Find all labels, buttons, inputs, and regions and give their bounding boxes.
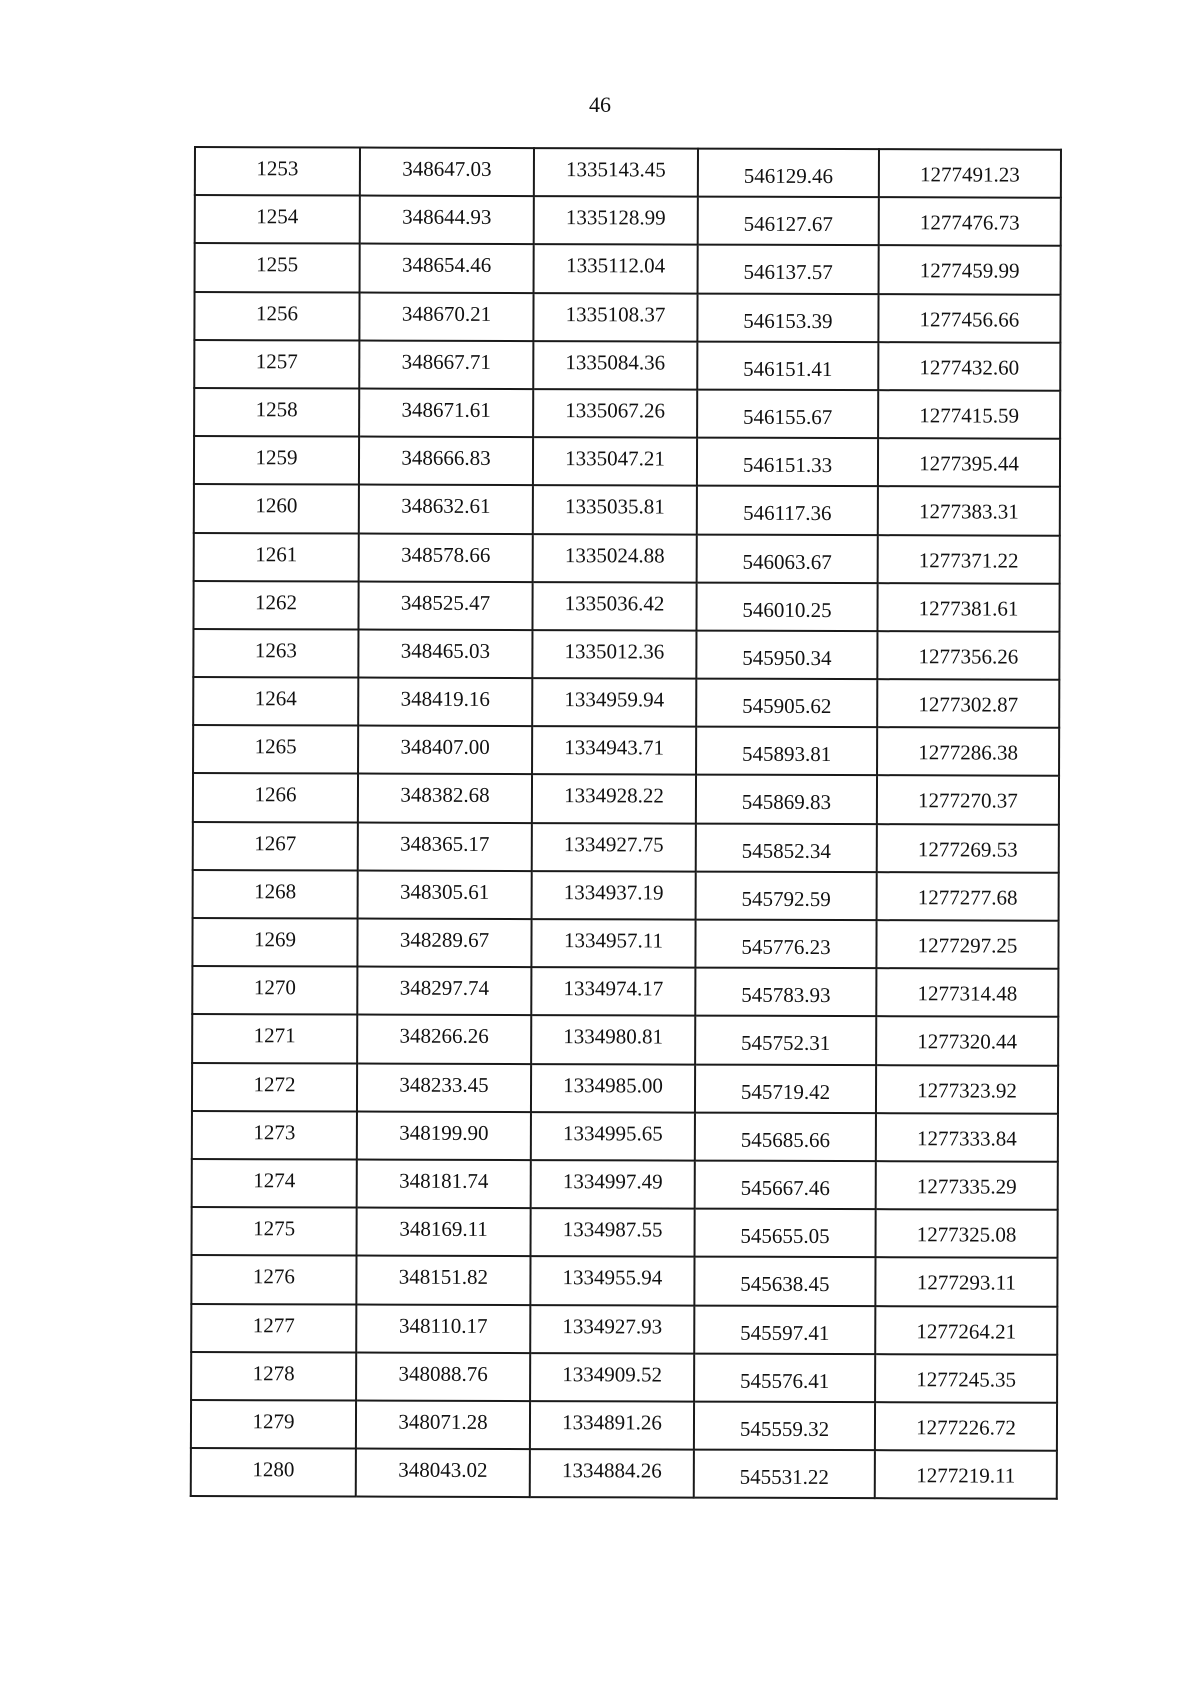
y-coordinate-cell: 1334884.26 (530, 1449, 694, 1498)
y-coordinate-cell: 1334987.55 (531, 1208, 695, 1257)
y-coordinate-cell: 1334997.49 (531, 1160, 695, 1209)
x-coordinate-cell: 348667.71 (359, 340, 533, 389)
y2-coordinate-cell: 1277302.87 (877, 679, 1059, 728)
y2-coordinate-cell: 1277264.21 (875, 1306, 1057, 1355)
x-coordinate-cell: 348289.67 (357, 919, 531, 968)
x-coordinate-cell: 348578.66 (359, 533, 533, 582)
x-coordinate-cell: 348382.68 (358, 774, 532, 823)
y-coordinate-cell: 1335036.42 (532, 582, 696, 631)
point-number-cell: 1255 (195, 243, 360, 292)
table-row (193, 677, 1059, 728)
y2-coordinate-cell: 1277381.61 (877, 583, 1059, 632)
y2-coordinate-cell: 1277432.60 (878, 342, 1060, 391)
x-coordinate-cell: 348647.03 (360, 148, 534, 197)
point-number-cell: 1266 (193, 773, 358, 822)
x2-coordinate-cell: 546155.67 (697, 390, 878, 439)
x-coordinate-cell: 348654.46 (360, 244, 534, 293)
y2-coordinate-cell: 1277293.11 (875, 1257, 1057, 1306)
y2-coordinate-cell: 1277226.72 (875, 1402, 1057, 1451)
x-coordinate-cell: 348365.17 (358, 822, 532, 871)
x2-coordinate-cell: 545852.34 (696, 823, 877, 872)
point-number-cell: 1270 (192, 966, 357, 1015)
point-number-cell: 1269 (192, 918, 357, 967)
point-number-cell: 1257 (194, 340, 359, 389)
y-coordinate-cell: 1334980.81 (531, 1015, 695, 1064)
x-coordinate-cell: 348671.61 (359, 388, 533, 437)
point-number-cell: 1280 (191, 1448, 356, 1497)
x2-coordinate-cell: 545783.93 (695, 968, 876, 1017)
y2-coordinate-cell: 1277277.68 (877, 872, 1059, 921)
x-coordinate-cell: 348305.61 (358, 870, 532, 919)
y-coordinate-cell: 1334927.75 (532, 823, 696, 872)
y-coordinate-cell: 1335035.81 (533, 485, 697, 534)
x2-coordinate-cell: 546127.67 (698, 197, 879, 246)
page-number: 46 (589, 92, 611, 117)
x2-coordinate-cell: 546010.25 (696, 582, 877, 631)
table-row (191, 1400, 1057, 1451)
x2-coordinate-cell: 545531.22 (694, 1450, 875, 1499)
table-row (194, 484, 1060, 535)
table-row (195, 147, 1061, 198)
y-coordinate-cell: 1335112.04 (534, 244, 698, 293)
table-row (193, 773, 1059, 824)
y-coordinate-cell: 1335143.45 (534, 148, 698, 197)
table-row (194, 340, 1060, 391)
table-row (193, 870, 1059, 921)
y2-coordinate-cell: 1277333.84 (876, 1113, 1058, 1162)
y-coordinate-cell: 1334985.00 (531, 1064, 695, 1113)
y2-coordinate-cell: 1277356.26 (877, 631, 1059, 680)
y2-coordinate-cell: 1277323.92 (876, 1065, 1058, 1114)
table-row (192, 966, 1058, 1017)
y-coordinate-cell: 1334891.26 (530, 1401, 694, 1450)
point-number-cell: 1268 (193, 870, 358, 919)
y-coordinate-cell: 1334955.94 (530, 1256, 694, 1305)
x-coordinate-cell: 348407.00 (358, 726, 532, 775)
x2-coordinate-cell: 546151.33 (697, 438, 878, 487)
table-row (193, 725, 1059, 776)
x2-coordinate-cell: 545792.59 (696, 871, 877, 920)
y-coordinate-cell: 1335084.36 (533, 341, 697, 390)
point-number-cell: 1263 (193, 629, 358, 678)
x2-coordinate-cell: 545776.23 (695, 920, 876, 969)
x2-coordinate-cell: 545719.42 (695, 1064, 876, 1113)
table-row (192, 1111, 1058, 1162)
point-number-cell: 1258 (194, 388, 359, 437)
table-row (192, 918, 1058, 969)
x-coordinate-cell: 348088.76 (356, 1352, 530, 1401)
y2-coordinate-cell: 1277383.31 (878, 486, 1060, 535)
point-number-cell: 1260 (194, 484, 359, 533)
y2-coordinate-cell: 1277219.11 (875, 1450, 1057, 1499)
table-row (192, 1063, 1058, 1114)
x-coordinate-cell: 348110.17 (356, 1304, 530, 1353)
point-number-cell: 1279 (191, 1400, 356, 1449)
x2-coordinate-cell: 546063.67 (697, 534, 878, 583)
x-coordinate-cell: 348525.47 (358, 581, 532, 630)
point-number-cell: 1259 (194, 436, 359, 485)
point-number-cell: 1277 (191, 1303, 356, 1352)
point-number-cell: 1264 (193, 677, 358, 726)
point-number-cell: 1274 (192, 1159, 357, 1208)
y2-coordinate-cell: 1277286.38 (877, 727, 1059, 776)
table-row (194, 292, 1060, 343)
table-row (191, 1303, 1057, 1354)
x2-coordinate-cell: 546129.46 (698, 149, 879, 198)
y-coordinate-cell: 1335024.88 (533, 534, 697, 583)
table-row (191, 1352, 1057, 1403)
table-row (192, 1207, 1058, 1258)
point-number-cell: 1273 (192, 1111, 357, 1160)
y2-coordinate-cell: 1277371.22 (878, 535, 1060, 584)
x-coordinate-cell: 348169.11 (357, 1208, 531, 1257)
x-coordinate-cell: 348199.90 (357, 1111, 531, 1160)
y2-coordinate-cell: 1277325.08 (876, 1209, 1058, 1258)
x-coordinate-cell: 348181.74 (357, 1159, 531, 1208)
point-number-cell: 1271 (192, 1014, 357, 1063)
x-coordinate-cell: 348632.61 (359, 485, 533, 534)
point-number-cell: 1267 (193, 822, 358, 871)
table-row (194, 533, 1060, 584)
point-number-cell: 1262 (193, 581, 358, 630)
x-coordinate-cell: 348465.03 (358, 629, 532, 678)
table-row (193, 581, 1059, 632)
y2-coordinate-cell: 1277297.25 (876, 920, 1058, 969)
x2-coordinate-cell: 546137.57 (698, 245, 879, 294)
x2-coordinate-cell: 545576.41 (694, 1353, 875, 1402)
point-number-cell: 1261 (194, 533, 359, 582)
y-coordinate-cell: 1335108.37 (533, 293, 697, 342)
x-coordinate-cell: 348666.83 (359, 437, 533, 486)
y2-coordinate-cell: 1277245.35 (875, 1354, 1057, 1403)
x-coordinate-cell: 348670.21 (359, 292, 533, 341)
y2-coordinate-cell: 1277456.66 (878, 294, 1060, 343)
point-number-cell: 1256 (194, 292, 359, 341)
y2-coordinate-cell: 1277395.44 (878, 438, 1060, 487)
coordinate-table (190, 146, 1062, 1500)
table-row (195, 195, 1061, 246)
y-coordinate-cell: 1334959.94 (532, 678, 696, 727)
x2-coordinate-cell: 545667.46 (695, 1161, 876, 1210)
x-coordinate-cell: 348043.02 (356, 1449, 530, 1498)
x2-coordinate-cell: 545638.45 (694, 1257, 875, 1306)
y2-coordinate-cell: 1277314.48 (876, 968, 1058, 1017)
y-coordinate-cell: 1334995.65 (531, 1112, 695, 1161)
x-coordinate-cell: 348644.93 (360, 196, 534, 245)
x-coordinate-cell: 348151.82 (356, 1256, 530, 1305)
y-coordinate-cell: 1334927.93 (530, 1305, 694, 1354)
y2-coordinate-cell: 1277415.59 (878, 390, 1060, 439)
y-coordinate-cell: 1334937.19 (532, 871, 696, 920)
table-row (192, 1159, 1058, 1210)
x2-coordinate-cell: 545655.05 (695, 1209, 876, 1258)
x-coordinate-cell: 348071.28 (356, 1400, 530, 1449)
x2-coordinate-cell: 545869.83 (696, 775, 877, 824)
table-row (192, 1014, 1058, 1065)
y-coordinate-cell: 1334909.52 (530, 1353, 694, 1402)
x-coordinate-cell: 348297.74 (357, 967, 531, 1016)
y2-coordinate-cell: 1277269.53 (877, 824, 1059, 873)
x2-coordinate-cell: 545597.41 (694, 1305, 875, 1354)
table-row (191, 1255, 1057, 1306)
y-coordinate-cell: 1335012.36 (532, 630, 696, 679)
point-number-cell: 1272 (192, 1063, 357, 1112)
table-row (194, 388, 1060, 439)
x2-coordinate-cell: 545559.32 (694, 1401, 875, 1450)
y-coordinate-cell: 1335128.99 (534, 196, 698, 245)
point-number-cell: 1275 (192, 1207, 357, 1256)
x2-coordinate-cell: 545893.81 (696, 727, 877, 776)
table-row (193, 822, 1059, 873)
x-coordinate-cell: 348419.16 (358, 678, 532, 727)
y2-coordinate-cell: 1277459.99 (879, 246, 1061, 295)
table-row (195, 243, 1061, 294)
coordinate-table-body (191, 147, 1061, 1499)
table-row (194, 436, 1060, 487)
table-row (193, 629, 1059, 680)
y-coordinate-cell: 1334957.11 (531, 919, 695, 968)
x2-coordinate-cell: 545752.31 (695, 1016, 876, 1065)
x-coordinate-cell: 348233.45 (357, 1063, 531, 1112)
y-coordinate-cell: 1335067.26 (533, 389, 697, 438)
table-row (191, 1448, 1057, 1499)
y-coordinate-cell: 1335047.21 (533, 437, 697, 486)
y2-coordinate-cell: 1277320.44 (876, 1017, 1058, 1066)
x2-coordinate-cell: 546151.41 (697, 341, 878, 390)
y2-coordinate-cell: 1277491.23 (879, 149, 1061, 198)
x-coordinate-cell: 348266.26 (357, 1015, 531, 1064)
point-number-cell: 1265 (193, 725, 358, 774)
point-number-cell: 1276 (191, 1255, 356, 1304)
x2-coordinate-cell: 545685.66 (695, 1112, 876, 1161)
y2-coordinate-cell: 1277476.73 (879, 197, 1061, 246)
point-number-cell: 1253 (195, 147, 360, 196)
y-coordinate-cell: 1334928.22 (532, 775, 696, 824)
x2-coordinate-cell: 546153.39 (697, 293, 878, 342)
point-number-cell: 1254 (195, 195, 360, 244)
point-number-cell: 1278 (191, 1352, 356, 1401)
y2-coordinate-cell: 1277270.37 (877, 776, 1059, 825)
y2-coordinate-cell: 1277335.29 (876, 1161, 1058, 1210)
x2-coordinate-cell: 545905.62 (696, 679, 877, 728)
x2-coordinate-cell: 546117.36 (697, 486, 878, 535)
y-coordinate-cell: 1334943.71 (532, 726, 696, 775)
y-coordinate-cell: 1334974.17 (531, 967, 695, 1016)
x2-coordinate-cell: 545950.34 (696, 630, 877, 679)
